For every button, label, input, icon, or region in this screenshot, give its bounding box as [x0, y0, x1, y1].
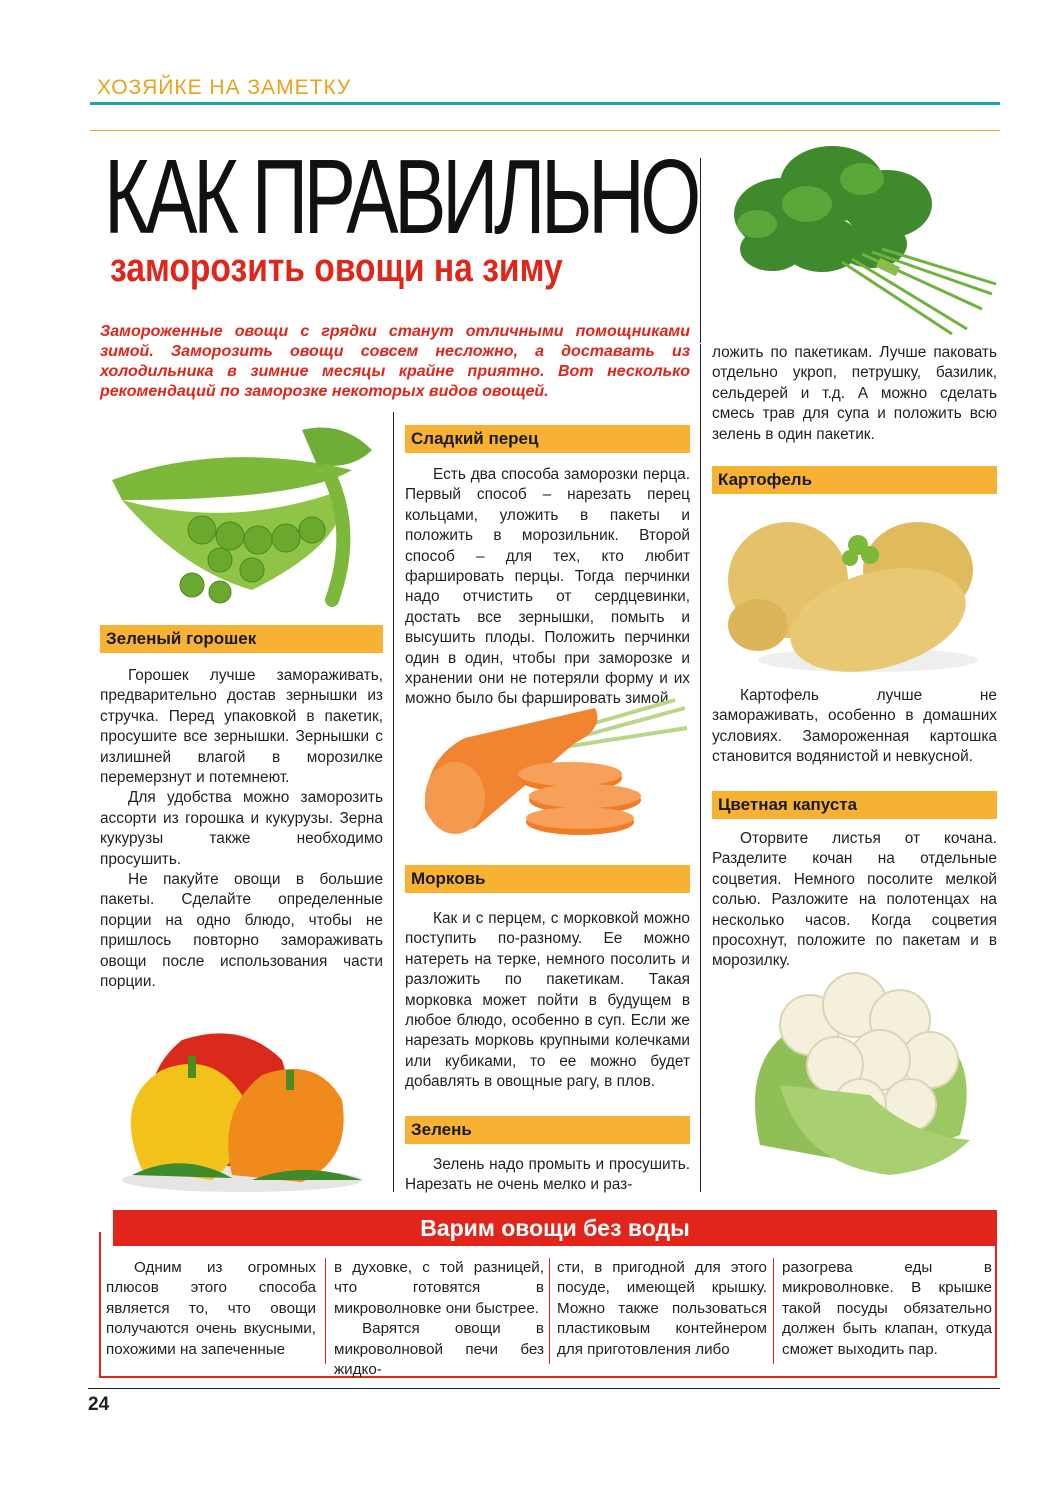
heading-greens: Зелень — [405, 1116, 690, 1144]
carrot-paragraph: Как и с перцем, с морковкой можно поступить по-разному. Ее можно натереть на терке, немного посолить и разложить по пакетикам. Такая морковка может пойти в будущем в любое блюдо, особенно в суп. Если же нарезать морковь крупными колечками или кубиками, то ее можно будет добавлять в овощные рагу, в плов. — [405, 910, 690, 1091]
tip-box-text: разогрева еды в микроволновке. В крышке такой посуды обязательно должен быть клапан, откуда сможет выходить пар. — [782, 1259, 992, 1358]
footer-rule — [88, 1388, 1000, 1389]
tip-box-text: в духовке, с той разницей, что готовятся в микроволновке они быстрее. — [334, 1259, 544, 1317]
potato-text — [712, 686, 997, 768]
green-peas-image — [102, 410, 382, 620]
potato-paragraph: Картофель лучше не замораживать, особенно в домашних условиях. Замороженная картошка становится водянистой и невкусной. — [712, 687, 997, 766]
peas-paragraph: Горошек лучше замораживать, предварительно достав зернышки из стручка. Перед упаковкой в пакетик, просушите все зернышки. Зернышки с излишней влагой в морозилке перемерзнут и потемнеют. — [100, 667, 383, 787]
carrot-image — [405, 698, 690, 846]
tip-box-column — [334, 1258, 544, 1380]
bell-peppers-image — [102, 1000, 382, 1195]
heading-sweet-pepper: Сладкий перец — [405, 425, 690, 453]
tip-box-text: Одним из огромных плюсов этого способа является то, что овощи получаются очень вкусными, похожими на запеченные — [106, 1259, 316, 1358]
peas-paragraph: Для удобства можно заморозить ассорти из горошка и кукурузы. Зерна кукурузы также необходимо просушить. — [100, 789, 383, 868]
heading-peas: Зеленый горошек — [100, 625, 383, 653]
lead-paragraph: Замороженные овощи с грядки станут отличными помощниками зимой. Заморозить овощи совсем несложно, а доставать из холодильника в зимние месяцы крайне приятно. Вот несколько рекомендаций по заморозке некоторых видов овощей. — [100, 323, 690, 400]
tip-box-divider — [549, 1258, 550, 1364]
tip-box-column — [106, 1258, 316, 1360]
peas-text — [100, 666, 383, 993]
potato-image — [718, 500, 988, 680]
heading-cauliflower: Цветная капуста — [712, 791, 997, 819]
column-divider — [393, 412, 394, 1192]
greens-paragraph-continued: ложить по пакетикам. Лучше паковать отдельно укроп, петрушку, базилик, сельдерей и т.д. А можно сделать смесь трав для супа и положить всю зелень в один пакетик. — [712, 344, 997, 443]
cauliflower-text — [712, 829, 997, 972]
header-rule — [90, 102, 1000, 105]
page-number: 24 — [88, 1394, 110, 1415]
tip-box-text: сти, в пригодной для этого посуде, имеющей крышку. Можно также пользоваться пластиковым контейнером для приготовления либо — [557, 1259, 767, 1358]
tip-box-divider — [325, 1258, 326, 1364]
greens-continued-text — [712, 343, 997, 445]
tip-box-title: Варим овощи без воды — [113, 1210, 997, 1246]
section-rubric: ХОЗЯЙКЕ НА ЗАМЕТКУ — [97, 76, 352, 99]
heading-potato: Картофель — [712, 466, 997, 494]
pepper-paragraph: Есть два способа заморозки перца. Первый способ – нарезать перец кольцами, уложить в пакеты и положить в морозильник. Второй способ – для тех, кто любит фаршировать перцы. Тогда перчинки надо отчистить от сердцевинки, достать все зернышки, помыть и высушить плоды. Положить перчинки один в один, чтобы при заморозке и хранении они не потеряли форму и их можно было бы фаршировать зимой. — [405, 466, 690, 708]
column-divider — [700, 344, 701, 1192]
greens-text — [405, 1155, 690, 1196]
tip-box-column — [782, 1258, 992, 1360]
parsley-image — [712, 134, 1000, 342]
cauliflower-image — [740, 965, 980, 1185]
greens-paragraph: Зелень надо промыть и просушить. Нарезать не очень мелко и раз- — [405, 1156, 690, 1194]
header-rule-thin — [90, 130, 1000, 131]
tip-box-text: Варятся овощи в микроволновой печи без жидко- — [334, 1320, 544, 1379]
column-divider — [700, 158, 701, 343]
tip-box-column — [557, 1258, 767, 1360]
carrot-text — [405, 909, 690, 1093]
tip-box-divider — [773, 1258, 774, 1364]
page-title: КАК ПРАВИЛЬНО — [104, 138, 697, 256]
heading-carrot: Морковь — [405, 865, 690, 893]
pepper-text — [405, 465, 690, 710]
page-subtitle: заморозить овощи на зиму — [110, 246, 563, 290]
peas-paragraph: Не пакуйте овощи в большие пакеты. Сделайте определенные порции на одно блюдо, чтобы не пришлось повторно замораживать овощи после использования части порции. — [100, 871, 383, 991]
cauliflower-paragraph: Оторвите листья от кочана. Разделите кочан на отдельные соцветия. Немного посолите мелкой солью. Разложите на полотенцах на несколько часов. Когда соцветия просохнут, положите по пакетам и в морозилку. — [712, 830, 997, 970]
